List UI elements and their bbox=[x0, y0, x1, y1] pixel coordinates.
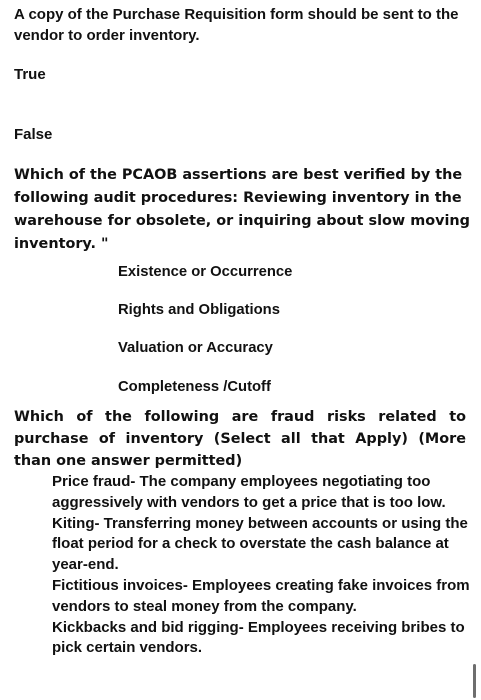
question-1-option-true[interactable]: True bbox=[14, 66, 46, 83]
question-1-text: A copy of the Purchase Requisition form should be sent to the vendor to order inventory. bbox=[14, 6, 459, 44]
question-1-option-false[interactable]: False bbox=[14, 126, 53, 143]
question-3-text: Which of the following are fraud risks related to purchase of inventory (Select all that Apply) (More than one answer permitted) bbox=[14, 409, 466, 469]
question-2-option-rights[interactable]: Rights and Obligations bbox=[118, 302, 280, 318]
question-3-option-kickbacks[interactable]: Kickbacks and bid rigging- Employees receiving bribes to pick certain vendors. bbox=[52, 618, 465, 657]
question-2-option-completeness[interactable]: Completeness /Cutoff bbox=[118, 379, 271, 395]
question-3-answers bbox=[52, 472, 472, 659]
question-3-option-price-fraud[interactable]: Price fraud- The company employees negotiating too aggressively with vendors to get a price that is too low. bbox=[52, 473, 446, 511]
question-2-option-existence[interactable]: Existence or Occurrence bbox=[118, 264, 293, 280]
question-2-text: Which of the PCAOB assertions are best verified by the following audit procedures: Reviewing inventory in the warehouse for obsolete, or inquiring about slow moving inventory. " bbox=[14, 167, 470, 252]
question-3-option-kiting[interactable]: Kiting- Transferring money between accounts or using the float period for a check to overstate the cash balance at year-end. bbox=[52, 514, 468, 574]
question-2-option-valuation[interactable]: Valuation or Accuracy bbox=[118, 340, 273, 356]
question-3-option-fictitious-invoices[interactable]: Fictitious invoices- Employees creating fake invoices from vendors to steal money from the company. bbox=[52, 576, 470, 615]
scrollbar-thumb[interactable] bbox=[473, 664, 476, 698]
